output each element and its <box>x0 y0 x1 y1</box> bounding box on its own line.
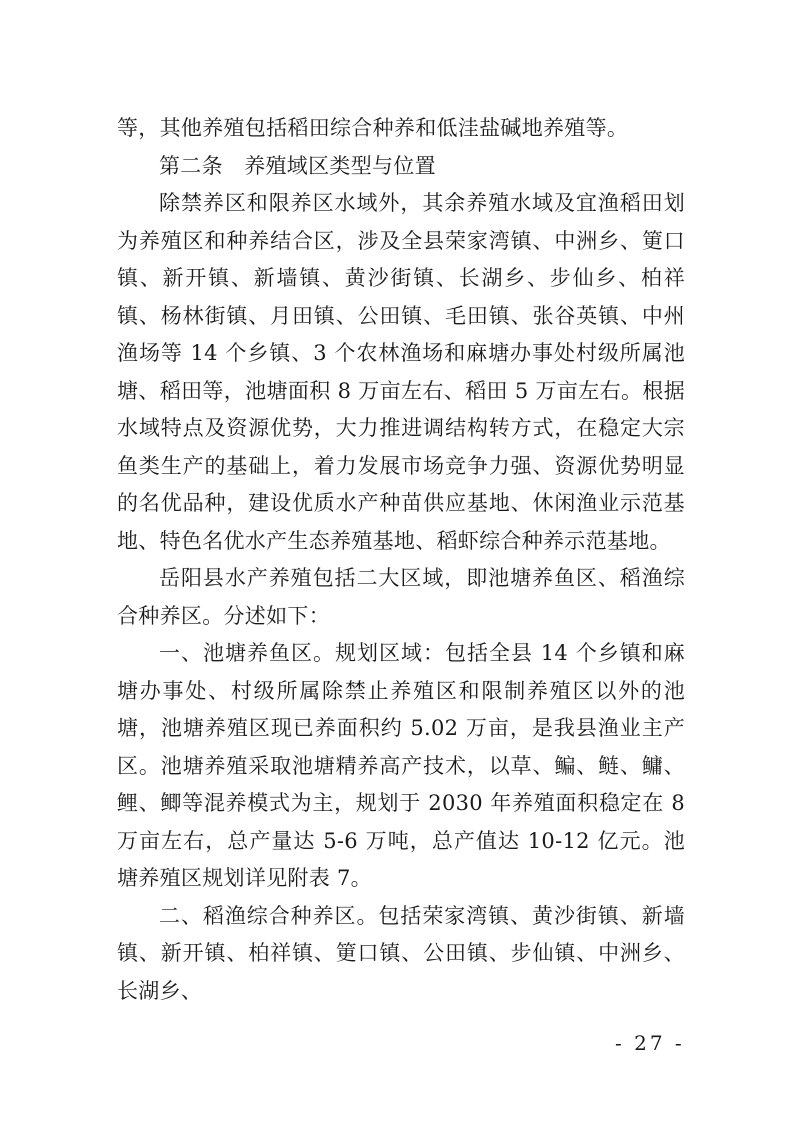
paragraph: 二、稻渔综合种养区。包括荣家湾镇、黄沙街镇、新墙镇、新开镇、柏祥镇、筻口镇、公田镇、步仙镇、中洲乡、长湖乡、 <box>117 903 685 1003</box>
article-heading: 第二条 养殖域区类型与位置 <box>159 153 436 178</box>
page-number: - 27 - <box>615 1031 685 1055</box>
body-text <box>117 110 685 1010</box>
paragraph-continuation: 等，其他养殖包括稻田综合种养和低洼盐碱地养殖等。 <box>117 116 629 140</box>
paragraph: 除禁养区和限养区水域外，其余养殖水域及宜渔稻田划为养殖区和种养结合区，涉及全县荣家湾镇、中洲乡、筻口镇、新开镇、新墙镇、黄沙街镇、长湖乡、步仙乡、柏祥镇、杨林街镇、月田镇、公田镇、毛田镇、张谷英镇、中州渔场等 14 个乡镇、3 个农林渔场和麻塘办事处村级所属池塘、稻田等，池塘面积 8 万亩左右、稻田 5 万亩左右。根据水域特点及资源优势，大力推进调结构转方式，在稳定大宗鱼类生产的基础上，着力发展市场竞争力强、资源优势明显的名优品种，建设优质水产种苗供应基地、休闲渔业示范基地、特色名优水产生态养殖基地、稻虾综合种养示范基地。 <box>117 191 685 553</box>
paragraph: 岳阳县水产养殖包括二大区域，即池塘养鱼区、稻渔综合种养区。分述如下： <box>117 566 685 628</box>
paragraph: 一、池塘养鱼区。规划区域：包括全县 14 个乡镇和麻塘办事处、村级所属除禁止养殖区和限制养殖区以外的池塘，池塘养殖区现已养面积约 5.02 万亩，是我县渔业主产区。池塘养殖采取池塘精养高产技术，以草、鳊、鲢、鳙、鲤、鲫等混养模式为主，规划于 2030 年养殖面积稳定在 8 万亩左右，总产量达 5-6 万吨，总产值达 10-12 亿元。池塘养殖区规划详见附表 7。 <box>117 641 685 890</box>
